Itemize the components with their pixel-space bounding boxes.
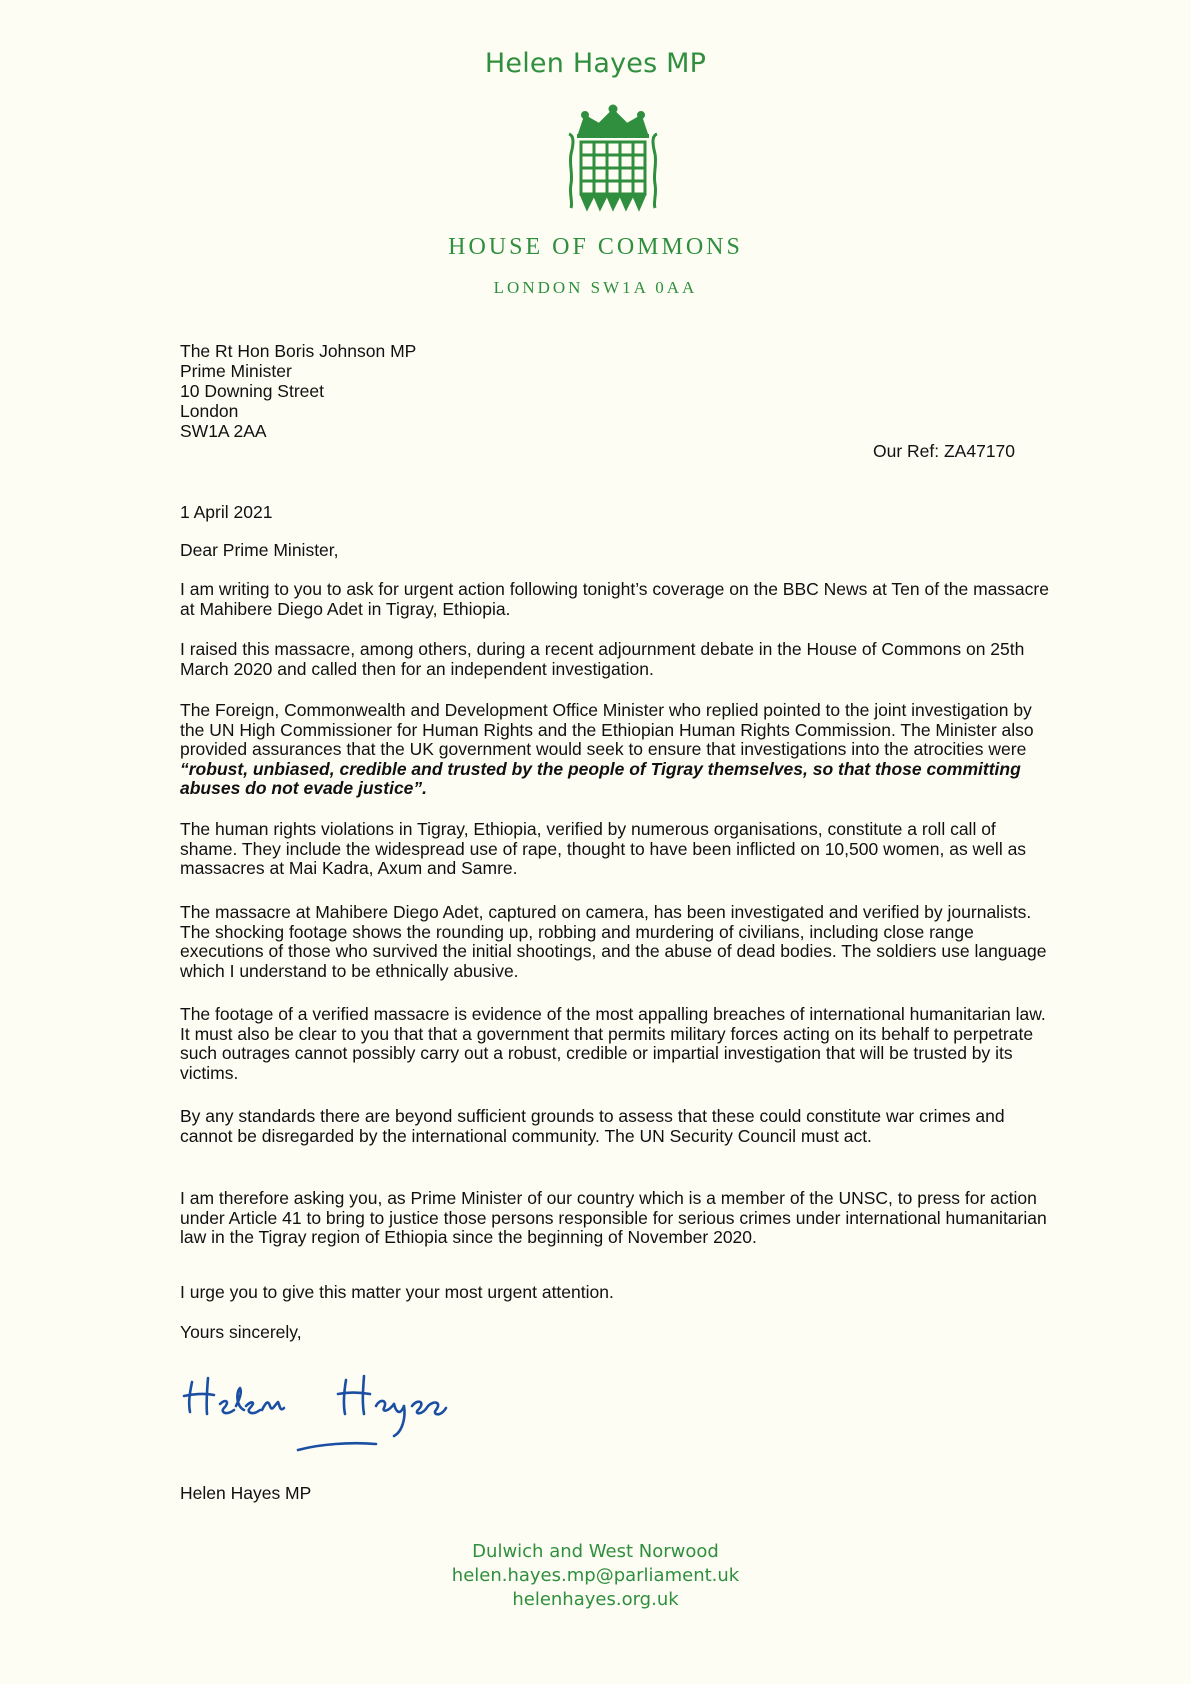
closing [180, 1323, 1055, 1343]
paragraph-text: I am writing to you to ask for urgent action following tonight’s coverage on the BBC News at Ten of the massacre at Mahibere Diego Adet in Tigray, Ethiopia. [180, 579, 1049, 619]
paragraph-text: I am therefore asking you, as Prime Minister of our country which is a member of the UNSC, to press for action under Article 41 to bring to justice those persons responsible for serious crimes under international humanitarian law in the Tigray region of Ethiopia since the beginning of November 2020. [180, 1188, 1047, 1247]
recipient-address [180, 341, 416, 441]
paragraph [180, 1107, 1055, 1146]
letterhead-footer [0, 1540, 1191, 1612]
our-reference: Our Ref: ZA47170 [873, 441, 1016, 461]
paragraph [180, 701, 1055, 799]
recipient-line: 10 Downing Street [180, 381, 324, 401]
footer-email[interactable]: helen.hayes.mp@parliament.uk [451, 1565, 740, 1586]
letter-date: 1 April 2021 [180, 502, 273, 522]
paragraph [180, 820, 1055, 879]
paragraph-text: The massacre at Mahibere Diego Adet, captured on camera, has been investigated and verified by journalists. The shocking footage shows the rounding up, robbing and murdering of civilians, including close range executions of those who survived the initial shootings, and the abuse of dead bodies. The soldiers use language which I understand to be ethnically abusive. [180, 902, 1047, 981]
paragraph-text-main: The Foreign, Commonwealth and Development Office Minister who replied pointed to the joint investigation by the UN High Commissioner for Human Rights and the Ethiopian Human Rights Commission. The Minister also provided assurances that the UK government would seek to ensure that investigations into the atrocities were [180, 700, 1034, 759]
paragraph [180, 640, 1055, 679]
footer-website[interactable]: helenhayes.org.uk [512, 1589, 679, 1610]
recipient-line: The Rt Hon Boris Johnson MP [180, 341, 417, 361]
paragraph-text: I urge you to give this matter your most urgent attention. [180, 1282, 614, 1302]
paragraph-text [180, 701, 1055, 799]
paragraph [180, 1005, 1055, 1083]
institution-name: HOUSE OF COMMONS [448, 234, 743, 260]
paragraph [180, 580, 1055, 619]
salutation [180, 541, 1055, 561]
handwritten-signature [180, 1362, 540, 1452]
institution-address: LONDON SW1A 0AA [493, 278, 698, 297]
paragraph-text: The human rights violations in Tigray, Ethiopia, verified by numerous organisations, constitute a roll call of shame. They include the widespread use of rape, thought to have been inflicted on 10,500 women, as well as massacres at Mai Kadra, Axum and Samre. [180, 819, 1027, 878]
recipient-line: SW1A 2AA [180, 421, 267, 441]
portcullis-icon [565, 104, 661, 216]
letterhead-name: Helen Hayes MP [484, 48, 707, 79]
closing-text: Yours sincerely, [180, 1322, 302, 1342]
recipient-line: London [180, 401, 239, 421]
signer-name: Helen Hayes MP [180, 1483, 312, 1503]
salutation-text: Dear Prime Minister, [180, 540, 339, 560]
minister-quote: “robust, unbiased, credible and trusted by the people of Tigray themselves, so that those committing abuses do not evade justice”. [180, 758, 1021, 798]
paragraph [180, 1283, 1055, 1303]
footer-constituency: Dulwich and West Norwood [472, 1541, 719, 1562]
paragraph-text: I raised this massacre, among others, during a recent adjournment debate in the House of Commons on 25th March 2020 and called then for an independent investigation. [180, 639, 1025, 679]
paragraph [180, 1189, 1055, 1248]
paragraph-text: The footage of a verified massacre is evidence of the most appalling breaches of international humanitarian law. It must also be clear to you that that a government that permits military forces acting on its behalf to perpetrate such outrages cannot possibly carry out a robust, credible or impartial investigation that will be trusted by its victims. [180, 1004, 1046, 1083]
recipient-line: Prime Minister [180, 361, 292, 381]
paragraph [180, 903, 1055, 981]
paragraph-text: By any standards there are beyond sufficient grounds to assess that these could constitute war crimes and cannot be disregarded by the international community. The UN Security Council must act. [180, 1106, 1005, 1146]
